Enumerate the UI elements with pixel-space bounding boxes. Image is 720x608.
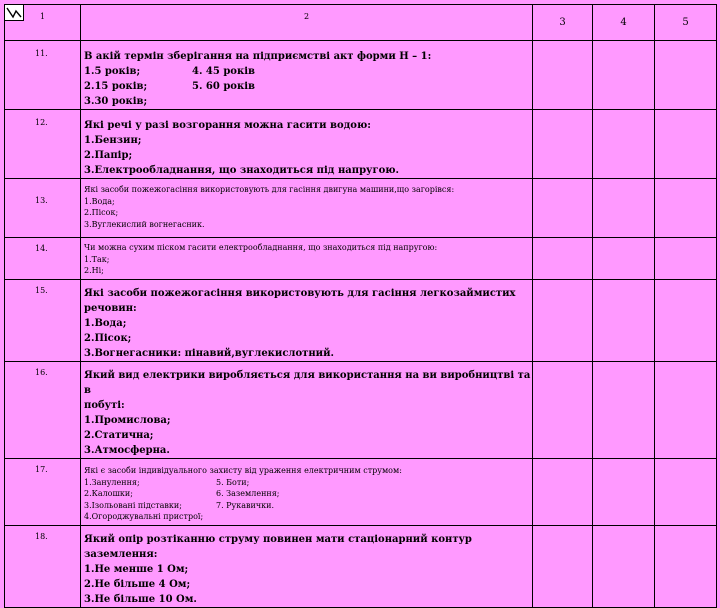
question-text: Який опір розтіканню струму повинен мати стаціонарний контур заземлення:	[84, 534, 472, 560]
question-cell	[81, 110, 533, 179]
answer-option: 2.Папір;	[84, 150, 133, 161]
answer-option: 2.Пісок;	[84, 333, 132, 344]
header-col-4: 4	[593, 5, 655, 41]
table-row	[5, 280, 717, 362]
answer-option: 1.Вода;	[84, 196, 115, 206]
answer-option: 3.Вуглекислий вогнегасник.	[84, 219, 205, 229]
answer-cell-3	[533, 362, 593, 459]
answer-cell-5	[655, 362, 717, 459]
question-text: Які є засоби індивідуального захисту від ураження електричним струмом:	[84, 466, 402, 475]
question-cell	[81, 41, 533, 110]
question-text: Які засоби пожежогасіння використовують для гасіння двигуна машини,що загорівся:	[84, 185, 455, 194]
question-cell	[81, 238, 533, 280]
header-col-2: 2	[81, 5, 533, 41]
answer-option: 4.Огороджувальні пристрої;	[84, 512, 204, 521]
header-col-3: 3	[533, 5, 593, 41]
question-cell	[81, 280, 533, 362]
question-number: 16.	[5, 362, 81, 459]
question-text: В акій термін зберігання на підприємстві акт форми Н – 1:	[84, 51, 432, 62]
table-row	[5, 179, 717, 238]
answer-cell-3	[533, 459, 593, 526]
table-row	[5, 238, 717, 280]
answer-option: 2.Статична;	[84, 430, 154, 441]
header-col-5: 5	[655, 5, 717, 41]
answer-option: 1.Занулення;	[84, 477, 140, 487]
answer-cell-4	[593, 459, 655, 526]
answer-cell-5	[655, 238, 717, 280]
answer-option: 3.30 років;	[84, 96, 148, 107]
answer-pair	[84, 477, 532, 489]
answer-option: 3.Вогнегасники: пінавий,вуглекислотний.	[84, 348, 334, 359]
answer-option: 1.5 років;	[84, 66, 141, 77]
question-cell	[81, 362, 533, 459]
question-cell	[81, 459, 533, 526]
answer-cell-4	[593, 179, 655, 238]
answer-cell-3	[533, 110, 593, 179]
answer-cell-3	[533, 41, 593, 110]
answer-option: 5. 60 років	[192, 81, 255, 92]
answer-option: 2.15 років;	[84, 81, 148, 92]
answer-option: 1.Промислова;	[84, 415, 171, 426]
answer-pair	[84, 64, 532, 79]
table-row	[5, 526, 717, 608]
answer-option: 2.Не більше 4 Ом;	[84, 579, 191, 590]
answer-cell-5	[655, 110, 717, 179]
question-number: 12.	[5, 110, 81, 179]
question-number: 17.	[5, 459, 81, 526]
question-text: Які засоби пожежогасіння використовують для гасіння легкозаймистих речовин:	[84, 288, 516, 314]
table-row	[5, 110, 717, 179]
answer-option: 3.Атмосферна.	[84, 445, 170, 456]
answer-pair	[84, 488, 532, 500]
header-col-1: 1	[5, 5, 81, 41]
answer-cell-4	[593, 362, 655, 459]
answer-option: 1.Вода;	[84, 318, 127, 329]
answer-cell-3	[533, 179, 593, 238]
answer-cell-4	[593, 280, 655, 362]
answer-option: 3.Не більше 10 Ом.	[84, 594, 197, 605]
table-row	[5, 41, 717, 110]
answer-option: 1.Бензин;	[84, 135, 142, 146]
answer-cell-3	[533, 280, 593, 362]
corner-marker-icon	[4, 4, 24, 21]
question-table	[4, 4, 717, 608]
answer-cell-5	[655, 41, 717, 110]
answer-option: 4. 45 років	[192, 66, 255, 77]
table-row	[5, 362, 717, 459]
answer-option: побуті:	[84, 400, 125, 411]
answer-cell-5	[655, 526, 717, 608]
answer-option: 1.Не менше 1 Ом;	[84, 564, 189, 575]
answer-option: 5. Боти;	[216, 477, 250, 487]
answer-cell-4	[593, 110, 655, 179]
answer-cell-3	[533, 238, 593, 280]
question-number: 14.	[5, 238, 81, 280]
question-text: Який вид електрики виробляється для використання на ви виробництві та в	[84, 370, 531, 396]
question-cell	[81, 526, 533, 608]
question-cell	[81, 179, 533, 238]
question-text: Які речі у разі возгорання можна гасити водою:	[84, 120, 371, 131]
answer-option: 2.Калошки;	[84, 489, 133, 498]
question-number: 13.	[5, 179, 81, 238]
answer-cell-3	[533, 526, 593, 608]
answer-cell-5	[655, 280, 717, 362]
answer-option: 6. Заземлення;	[216, 489, 280, 498]
answer-cell-4	[593, 41, 655, 110]
question-number: 11.	[5, 41, 81, 110]
answer-cell-5	[655, 459, 717, 526]
answer-option: 2.Ні;	[84, 266, 104, 275]
question-text: Чи можна сухим піском гасити електрообладнання, що знаходиться під напругою:	[84, 243, 438, 252]
answer-pair	[84, 500, 532, 512]
answer-option: 2.Пісок;	[84, 208, 119, 217]
question-number: 18.	[5, 526, 81, 608]
answer-option: 7. Рукавички.	[216, 500, 275, 510]
answer-option: 3.Електрообладнання, що знаходиться під напругою.	[84, 165, 399, 176]
answer-option: 3.Ізольовані підставки;	[84, 500, 182, 510]
answer-cell-4	[593, 526, 655, 608]
answer-cell-4	[593, 238, 655, 280]
header-row	[5, 5, 717, 41]
table-row	[5, 459, 717, 526]
answer-option: 1.Так;	[84, 254, 110, 264]
answer-cell-5	[655, 179, 717, 238]
answer-pair	[84, 79, 532, 94]
question-number: 15.	[5, 280, 81, 362]
